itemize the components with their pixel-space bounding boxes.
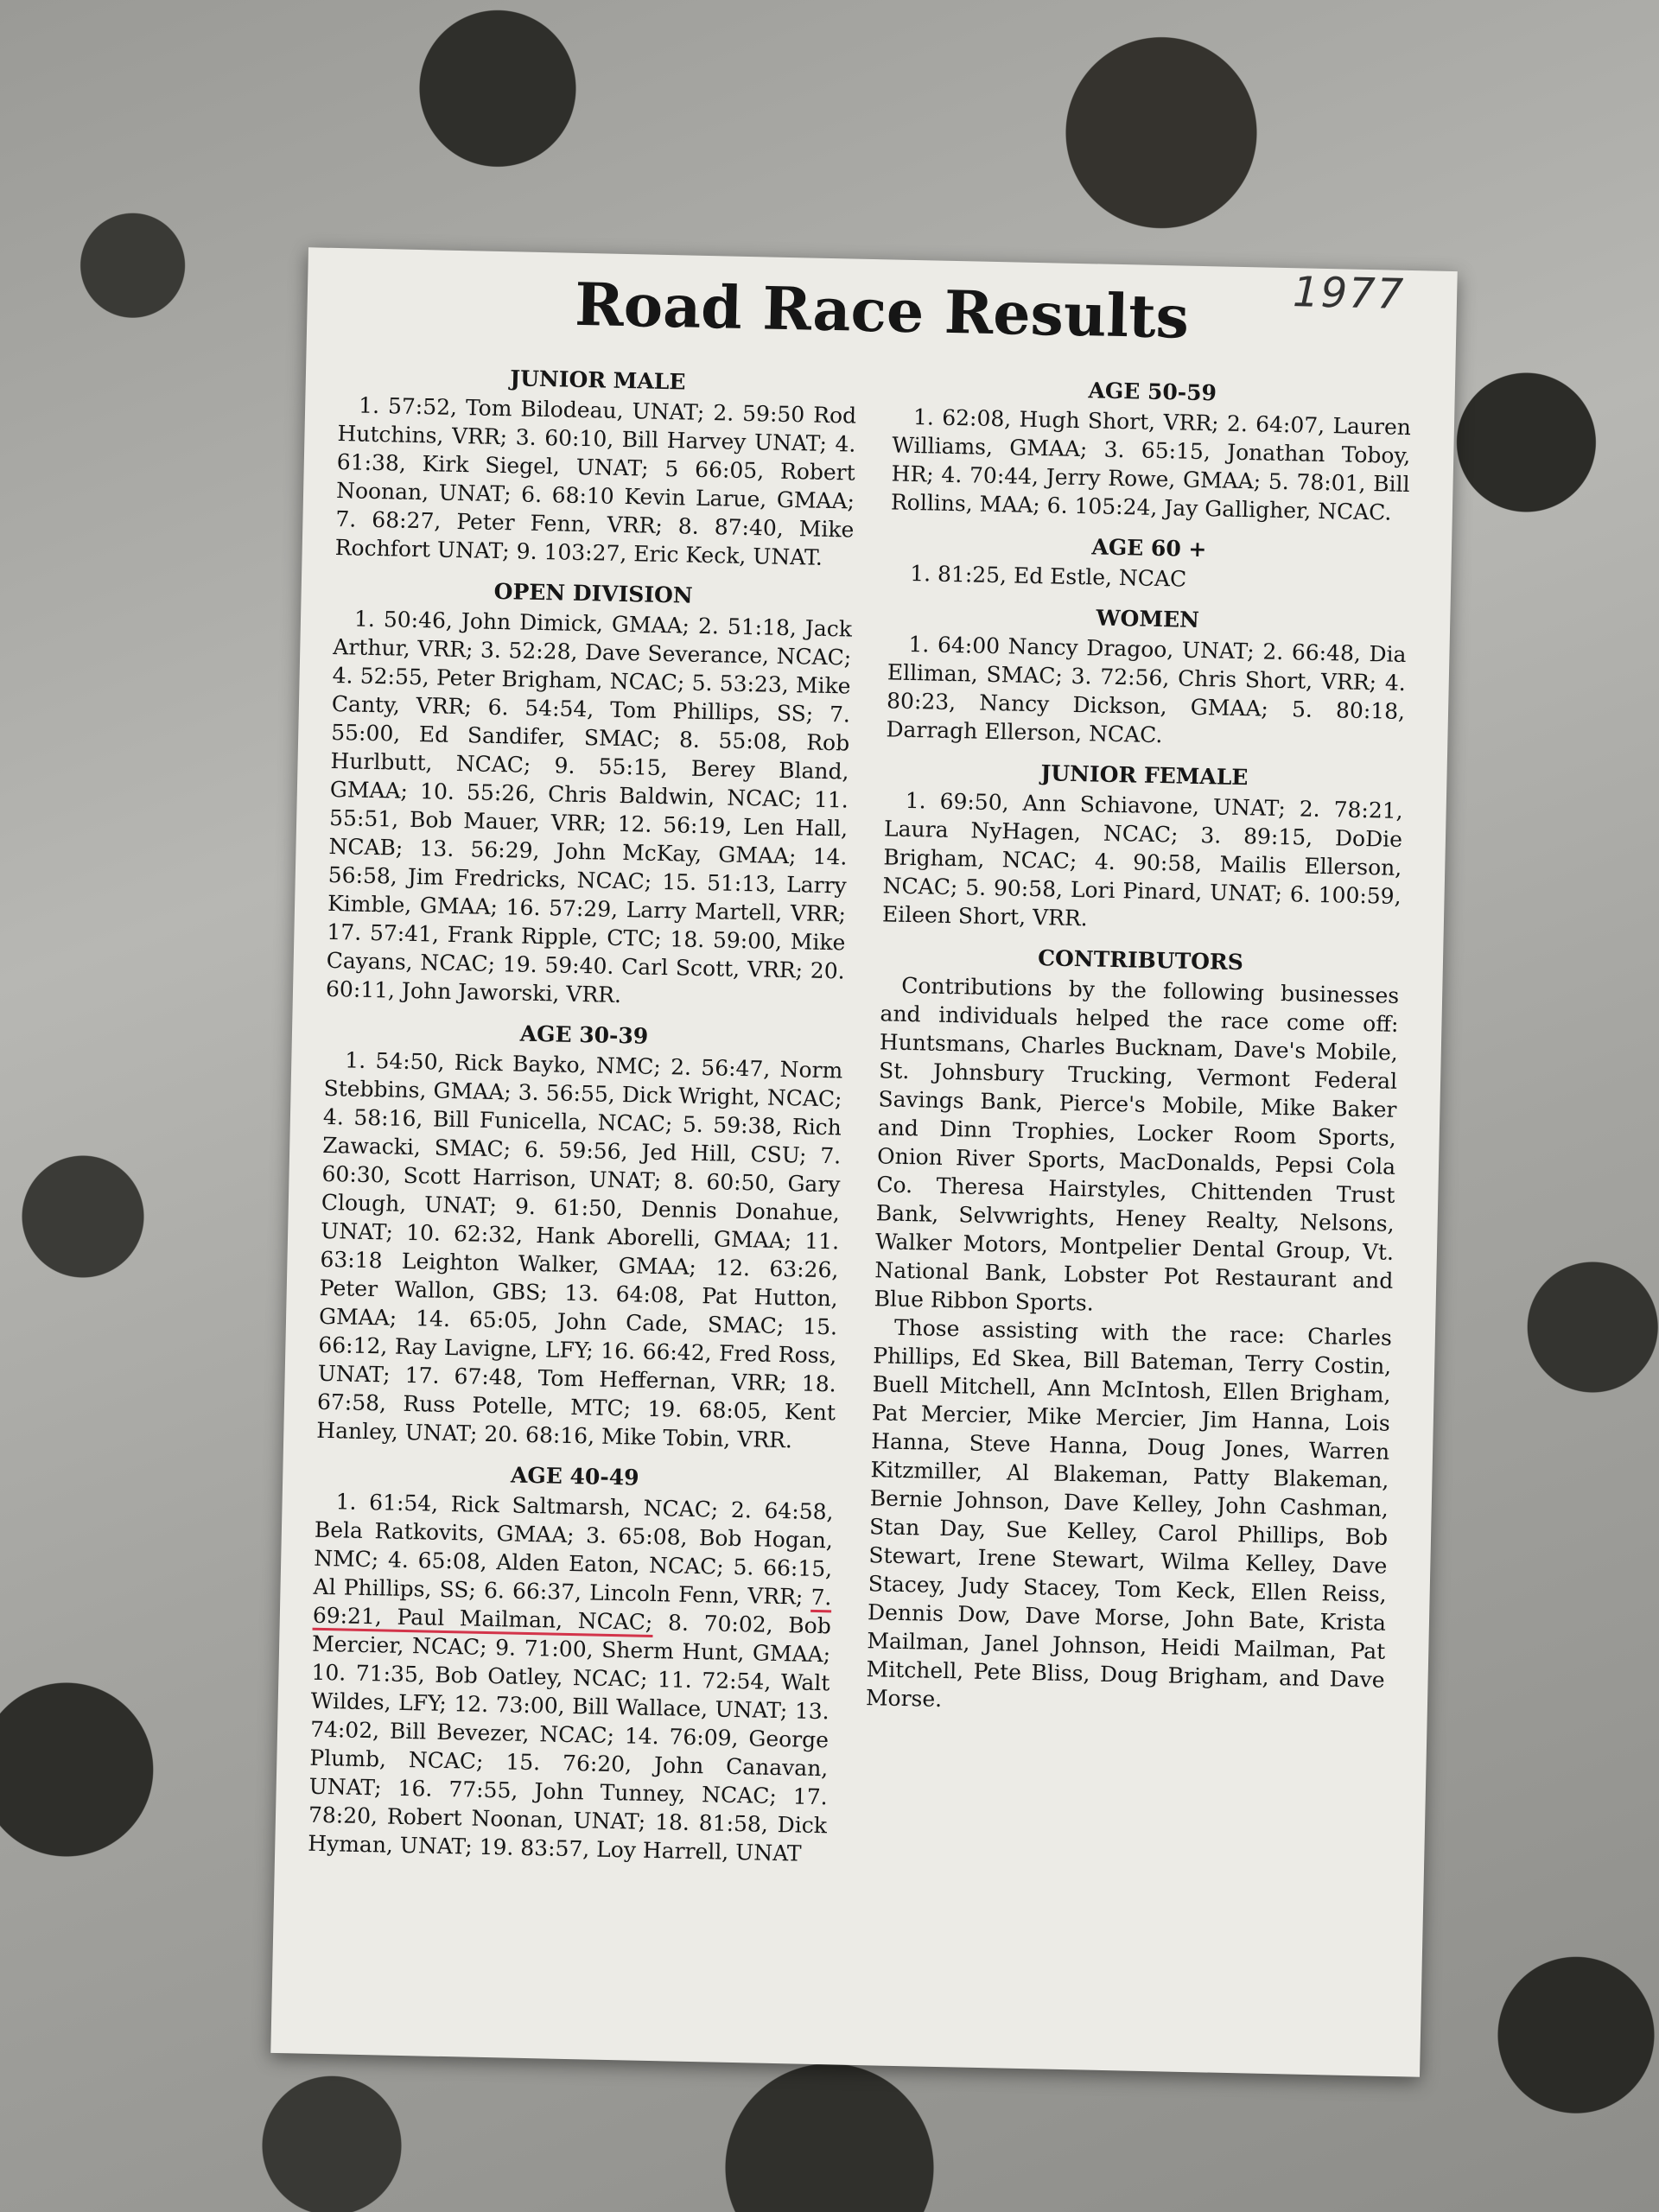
- highlighted-result: 7. 69:21, Paul Mailman, NCAC;: [313, 1585, 832, 1637]
- right-column: [866, 372, 1412, 1723]
- results-age-40-49: [308, 1487, 834, 1868]
- results-age-40-49-part2: 8. 70:02, Bob Mercier, NCAC; 9. 71:00, Sherm Hunt, GMAA; 10. 71:35, Bob Oatley, NCAC; 11. 72:54, Walt Wildes, LFY; 12. 73:00, Bill Wallace, UNAT; 13. 74:02, Bill Bevezer, NCAC; 14. 76:09, George Plumb, NCAC; 15. 76:20, John Canavan, UNAT; 16. 77:55, John Tunney, NCAC; 17. 78:20, Robert Noonan, UNAT; 18. 81:58, Dick Hyman, UNAT; 19. 83:57, Loy Harrell, UNAT: [308, 1609, 832, 1866]
- handwritten-year: 1977: [1292, 268, 1406, 319]
- page-title: Road Race Results: [574, 270, 1190, 353]
- section-heading-junior-female: JUNIOR FEMALE: [1040, 760, 1249, 791]
- section-heading-women: WOMEN: [1096, 605, 1200, 632]
- results-age-30-39: 1. 54:50, Rick Bayko, NMC; 2. 56:47, Norm Stebbins, GMAA; 3. 56:55, Dick Wright, NCAC; 4. 58:16, Bill Funicella, NCAC; 5. 59:38, Rich Zawacki, SMAC; 6. 59:56, Jed Hill, CSU; 7. 60:30, Scott Harrison, UNAT; 8. 60:50, Gary Clough, UNAT; 9. 61:50, Dennis Donahue, UNAT; 10. 62:32, Hank Aborelli, GMAA; 11. 63:18 Leighton Walker, GMAA; 12. 63:26, Peter Wallon, GBS; 13. 64:08, Pat Hutton, GMAA; 14. 65:05, John Cade, SMAC; 15. 66:12, Ray Lavigne, LFY; 16. 66:42, Fred Ross, UNAT; 17. 67:48, Tom Heffernan, VRR; 18. 67:58, Russ Potelle, MTC; 19. 68:05, Kent Hanley, UNAT; 20. 68:16, Mike Tobin, VRR.: [316, 1047, 843, 1453]
- section-heading-age-40-49: AGE 40-49: [510, 1462, 639, 1491]
- results-age-40-49-part1: 1. 61:54, Rick Saltmarsh, NCAC; 2. 64:58, Bela Ratkovits, GMAA; 3. 65:08, Bob Hogan, NMC; 4. 65:08, Alden Eaton, NCAC; 5. 66:15, Al Phillips, SS; 6. 66:37, Lincoln Fenn, VRR;: [313, 1489, 834, 1610]
- section-heading-age-50-59: AGE 50-59: [1088, 378, 1217, 406]
- section-heading-open-division: OPEN DIVISION: [493, 578, 694, 608]
- contributors-paragraph: Contributions by the following businesses and individuals helped the race come off: Huntsmans, Charles Bucknam, Dave's Mobile, St. Johnsbury Trucking, Vermont Federal Savings Bank, Pierce's Mobile, Mike Baker and Dinn Trophies, Locker Room Sports, Onion River Sports, MacDonalds, Pepsi Cola Co. Theresa Hairstyles, Chittenden Trust Bank, Selvwrights, Heney Realty, Nelsons, Walker Motors, Montpelier Dental Group, Vt. National Bank, Lobster Pot Restaurant and Blue Ribbon Sports.: [874, 972, 1400, 1316]
- section-heading-age-30-39: AGE 30-39: [519, 1020, 649, 1049]
- results-junior-male: 1. 57:52, Tom Bilodeau, UNAT; 2. 59:50 Rod Hutchins, VRR; 3. 60:10, Bill Harvey UNAT; 4. 61:38, Kirk Siegel, UNAT; 5 66:05, Robert Noonan, UNAT; 6. 68:10 Kevin Larue, GMAA; 7. 68:27, Peter Fenn, VRR; 8. 87:40, Mike Rochfort UNAT; 9. 103:27, Eric Keck, UNAT.: [334, 392, 857, 570]
- section-heading-contributors: CONTRIBUTORS: [1037, 945, 1244, 976]
- results-women: 1. 64:00 Nancy Dragoo, UNAT; 2. 66:48, Dia Elliman, SMAC; 3. 72:56, Chris Short, VRR; 4. 80:23, Nancy Dickson, GMAA; 5. 80:18, Darragh Ellerson, NCAC.: [886, 631, 1407, 748]
- assistants-paragraph: Those assisting with the race: Charles Phillips, Ed Skea, Bill Bateman, Terry Costin, Buell Mitchell, Ann McIntosh, Ellen Brigham, Pat Mercier, Mike Mercier, Jim Hanna, Lois Hanna, Steve Hanna, Doug Jones, Warren Kitzmiller, Al Blakeman, Patty Blakeman, Bernie Johnson, Dave Kelley, John Cashman, Stan Day, Sue Kelley, Carol Phillips, Bob Stewart, Irene Stewart, Wilma Kelley, Dave Stacey, Judy Stacey, Tom Keck, Ellen Reiss, Dennis Dow, Dave Morse, John Bate, Krista Mailman, Janel Johnson, Heidi Mailman, Pat Mitchell, Pete Bliss, Doug Brigham, and Dave Morse.: [865, 1314, 1393, 1713]
- section-heading-junior-male: JUNIOR MALE: [510, 365, 686, 395]
- results-age-60-plus: 1. 81:25, Ed Estle, NCAC: [909, 560, 1187, 592]
- section-heading-age-60-plus: AGE 60 +: [1091, 534, 1207, 563]
- left-column: [308, 360, 857, 1868]
- results-junior-female: 1. 69:50, Ann Schiavone, UNAT; 2. 78:21, Laura NyHagen, NCAC; 3. 89:15, DoDie Brigham, NCAC; 4. 90:58, Mailis Ellerson, NCAC; 5. 90:58, Lori Pinard, UNAT; 6. 100:59, Eileen Short, VRR.: [881, 787, 1403, 931]
- results-open-division: 1. 50:46, John Dimick, GMAA; 2. 51:18, Jack Arthur, VRR; 3. 52:28, Dave Severance, NCAC; 4. 52:55, Peter Brigham, NCAC; 5. 53:23, Mike Canty, VRR; 6. 54:54, Tom Phillips, SS; 7. 55:00, Ed Sandifer, SMAC; 8. 55:08, Rob Hurlbutt, NCAC; 9. 55:15, Berey Bland, GMAA; 10. 55:26, Chris Baldwin, NCAC; 11. 55:51, Bob Mauer, VRR; 12. 56:19, Len Hall, NCAB; 13. 56:29, John McKay, GMAA; 14. 56:58, Jim Fredricks, NCAC; 15. 51:13, Larry Kimble, GMAA; 16. 57:29, Larry Martell, VRR; 17. 57:41, Frank Ripple, CTC; 18. 59:00, Mike Cayans, NCAC; 19. 59:40. Carl Scott, VRR; 20. 60:11, John Jaworski, VRR.: [325, 606, 853, 1008]
- results-age-50-59: 1. 62:08, Hugh Short, VRR; 2. 64:07, Lauren Williams, GMAA; 3. 65:15, Jonathan Toboy, HR; 4. 70:44, Jerry Rowe, GMAA; 5. 78:01, Bill Rollins, MAA; 6. 105:24, Jay Galligher, NCAC.: [890, 404, 1412, 525]
- newspaper-clipping: [270, 247, 1457, 2076]
